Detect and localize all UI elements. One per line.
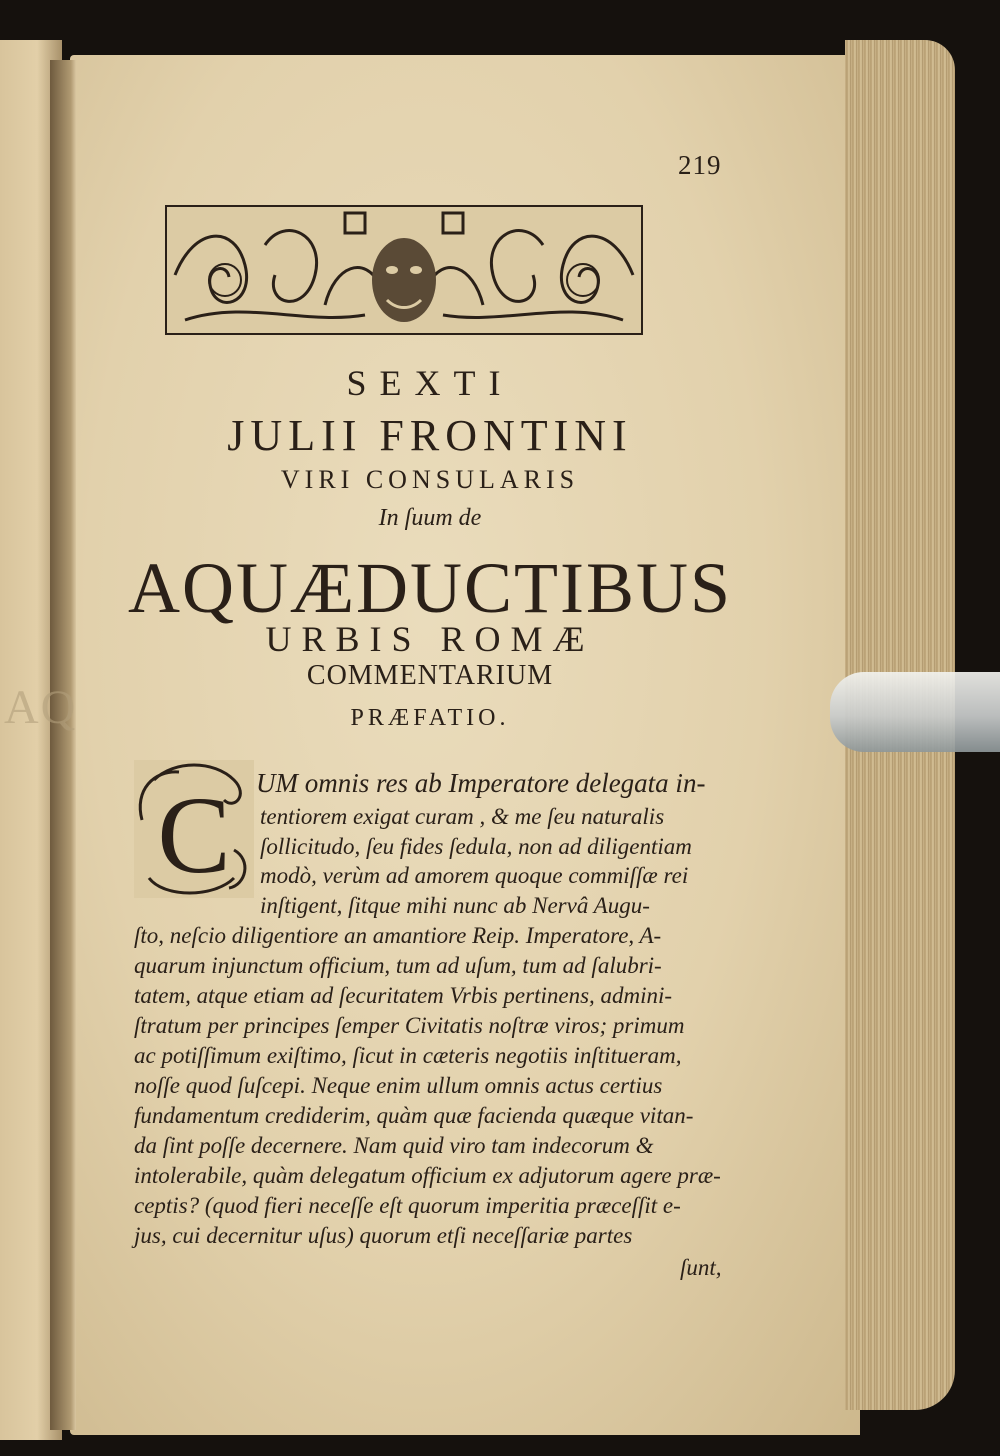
headpiece-ornament-icon <box>165 205 643 335</box>
body-line-7: quarum injunctum officium, tum ad uſum, tum ad ſalubri- <box>134 953 662 978</box>
body-line-6: ſto, neſcio diligentiore an amantiore Reip. Imperatore, A- <box>134 923 662 948</box>
body-line-9: ſtratum per principes ſemper Civitatis noſtræ viros; primum <box>134 1013 685 1038</box>
show-through-text: AQ <box>4 681 78 734</box>
bookmark-clip <box>830 672 1000 752</box>
title-in-suum-de: In ſuum de <box>378 505 482 531</box>
body-line-5: inſtigent, ſitque mihi nunc ab Nervâ Augu- <box>260 893 650 918</box>
drop-cap-ornament-icon <box>134 760 254 898</box>
title-sexti: SEXTI <box>346 363 514 403</box>
title-julii-frontini: JULII FRONTINI <box>227 411 633 460</box>
title-praefatio: PRÆFATIO. <box>350 705 510 731</box>
body-line-4: modò, verùm ad amorem quoque commiſſæ rei <box>260 863 689 888</box>
title-aquaeductibus: AQUÆDUCTIBUS <box>127 548 733 628</box>
body-line-8: tatem, atque etiam ad ſecuritatem Vrbis pertinens, admini- <box>134 983 673 1008</box>
body-line-10: ac potiſſimum exiſtimo, ſicut in cæteris negotiis inſtitueram, <box>134 1043 682 1068</box>
title-viri-consularis: VIRI CONSULARIS <box>280 465 580 494</box>
body-line-11: noſſe quod ſuſcepi. Neque enim ullum omnis actus certius <box>134 1073 663 1098</box>
body-line-15: ceptis? (quod fieri neceſſe eſt quorum imperitia præceſſit e- <box>134 1193 681 1218</box>
title-commentarium: COMMENTARIUM <box>306 660 554 691</box>
body-line-12: fundamentum crediderim, quàm quæ facienda quæque vitan- <box>134 1103 694 1128</box>
drop-cap-letter: C <box>157 774 231 896</box>
body-line-13: da ſint poſſe decernere. Nam quid viro tam indecorum & <box>134 1133 654 1158</box>
body-line-16: jus, cui decernitur uſus) quorum etſi neceſſariæ partes <box>134 1223 633 1248</box>
body-line-2: tentiorem exigat curam , & me ſeu naturalis <box>260 804 665 829</box>
body-line-1: UM omnis res ab Imperatore delegata in- <box>256 768 706 798</box>
body-line-14: intolerabile, quàm delegatum officium ex adjutorum agere præ- <box>134 1163 721 1188</box>
body-line-3: ſollicitudo, ſeu fides ſedula, non ad diligentiam <box>260 834 692 859</box>
body-line-17: ſunt, <box>680 1255 722 1280</box>
page-number: 219 <box>678 150 722 180</box>
book-gutter <box>50 60 76 1430</box>
title-urbis-romae: URBIS ROMÆ <box>265 619 595 659</box>
